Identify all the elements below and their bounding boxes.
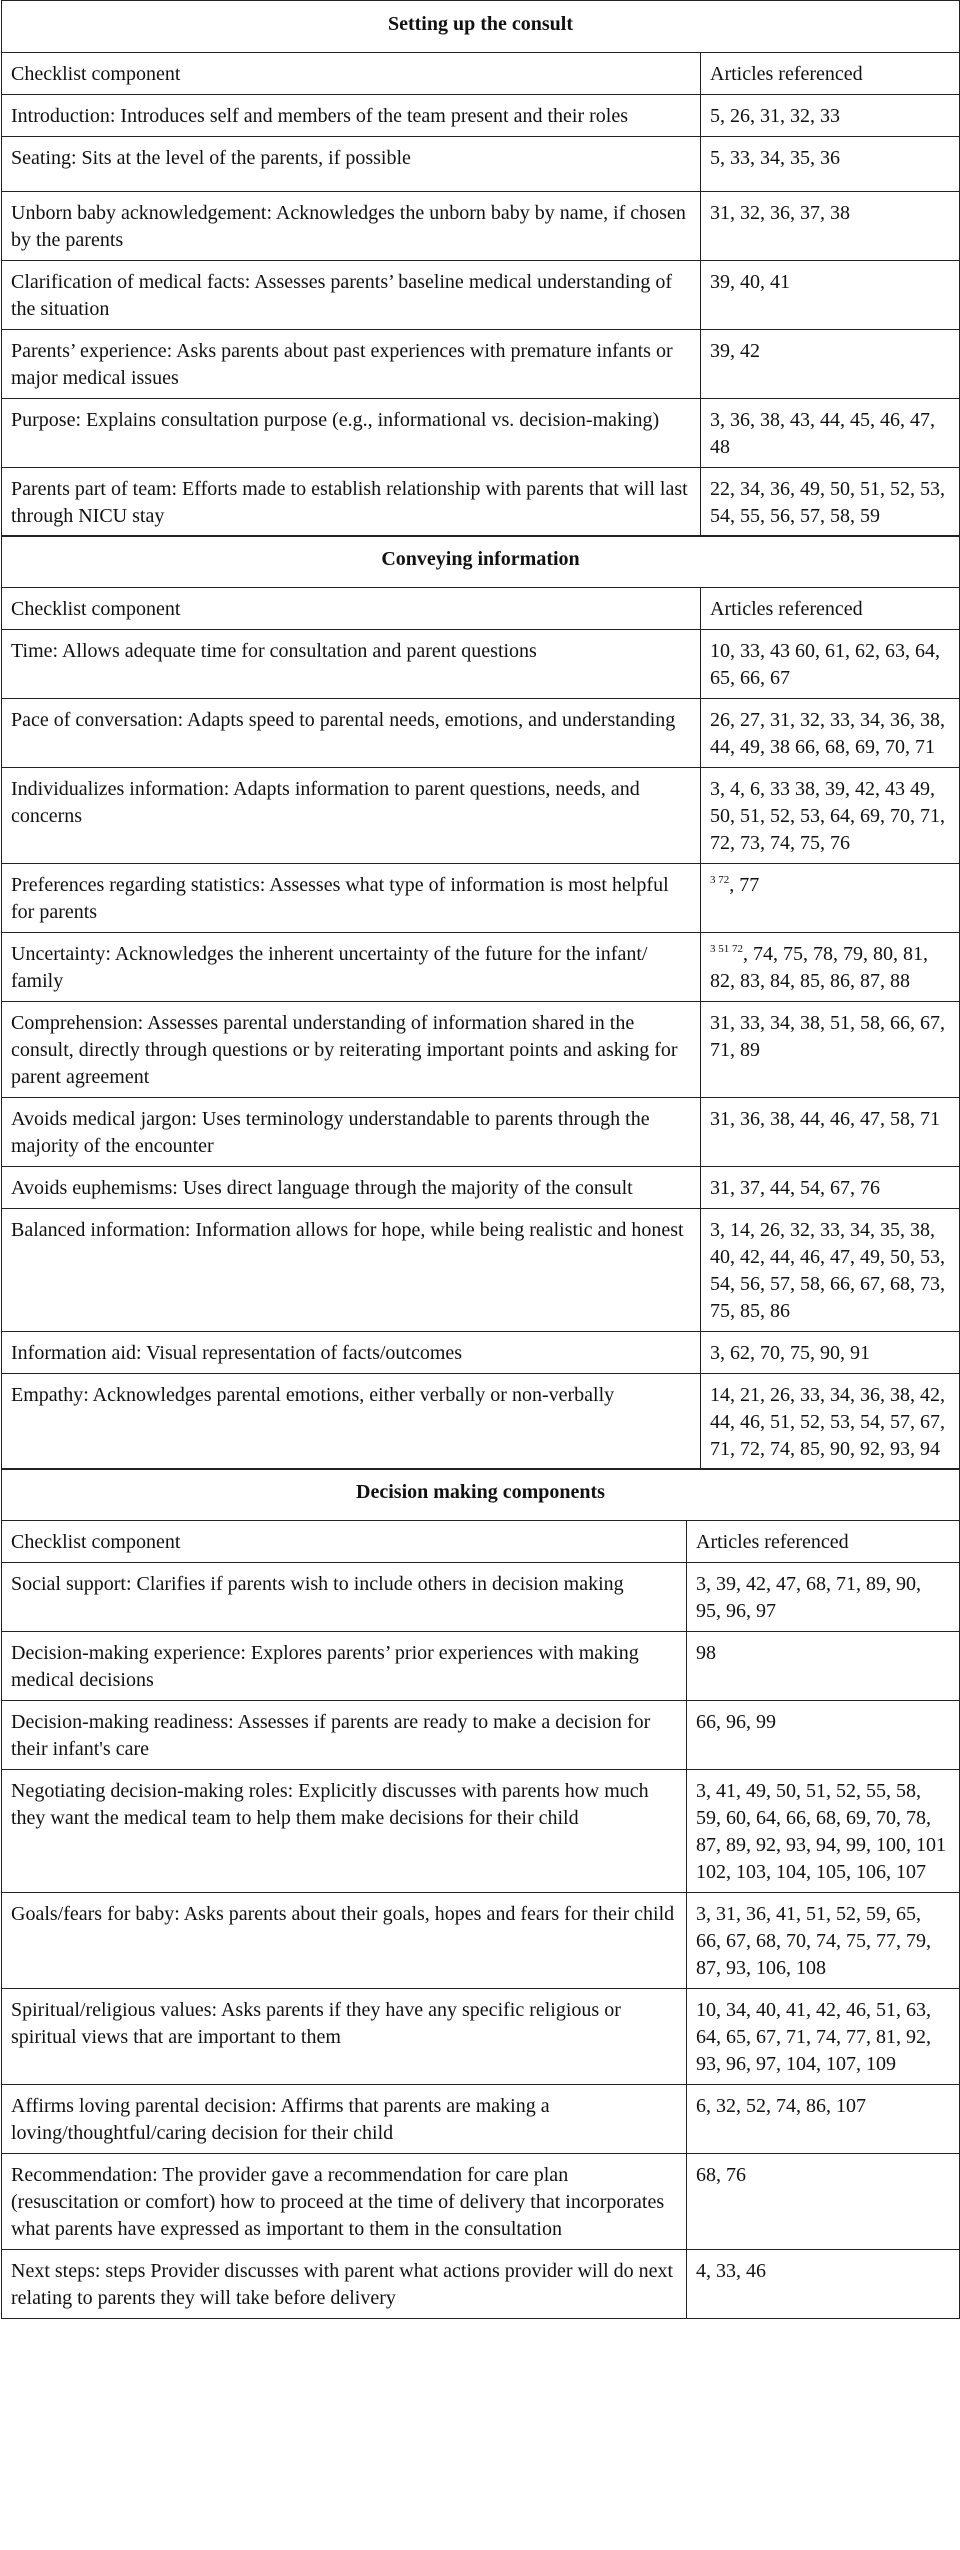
component-cell: Negotiating decision-making roles: Explicitly discusses with parents how much they want the medical team to help them make decisions for their child [2,1770,687,1893]
articles-cell: 4, 33, 46 [687,2250,960,2319]
component-cell: Seating: Sits at the level of the parents, if possible [2,137,701,192]
articles-cell: 10, 33, 43 60, 61, 62, 63, 64, 65, 66, 67 [701,630,960,699]
component-cell: Time: Allows adequate time for consultation and parent questions [2,630,701,699]
table-row [2,2250,960,2319]
section-title: Conveying information [2,536,960,588]
section-title: Setting up the consult [2,1,960,53]
column-header-articles: Articles referenced [687,1521,960,1563]
table-row [2,699,960,768]
articles-cell: 68, 76 [687,2154,960,2250]
component-cell: Decision-making experience: Explores parents’ prior experiences with making medical decisions [2,1632,687,1701]
table-row [2,468,960,537]
table-row [2,1374,960,1470]
table-row [2,1332,960,1374]
component-cell: Information aid: Visual representation of facts/outcomes [2,1332,701,1374]
component-cell: Introduction: Introduces self and members of the team present and their roles [2,95,701,137]
articles-cell: 39, 40, 41 [701,261,960,330]
table-row [2,95,960,137]
table-row [2,192,960,261]
table-row [2,1209,960,1332]
component-cell: Individualizes information: Adapts information to parent questions, needs, and concerns [2,768,701,864]
table-row [2,864,960,933]
table-row [2,1002,960,1098]
component-cell: Purpose: Explains consultation purpose (e.g., informational vs. decision-making) [2,399,701,468]
articles-cell: 31, 36, 38, 44, 46, 47, 58, 71 [701,1098,960,1167]
column-header-articles: Articles referenced [701,588,960,630]
articles-cell: 31, 32, 36, 37, 38 [701,192,960,261]
articles-cell: 3, 31, 36, 41, 51, 52, 59, 65, 66, 67, 68, 70, 74, 75, 77, 79, 87, 93, 106, 108 [687,1893,960,1989]
component-cell: Clarification of medical facts: Assesses parents’ baseline medical understanding of the situation [2,261,701,330]
table-row [2,2085,960,2154]
superscript-refs: 3 51 72 [710,943,743,955]
component-cell: Avoids medical jargon: Uses terminology understandable to parents through the majority of the encounter [2,1098,701,1167]
column-header-row [2,588,960,630]
table-row [2,1893,960,1989]
table-row [2,1770,960,1893]
column-header-component: Checklist component [2,588,701,630]
articles-cell: 6, 32, 52, 74, 86, 107 [687,2085,960,2154]
articles-cell: 5, 33, 34, 35, 36 [701,137,960,192]
table-row [2,630,960,699]
component-cell: Avoids euphemisms: Uses direct language through the majority of the consult [2,1167,701,1209]
column-header-articles: Articles referenced [701,53,960,95]
articles-cell: 66, 96, 99 [687,1701,960,1770]
component-cell: Uncertainty: Acknowledges the inherent uncertainty of the future for the infant/ family [2,933,701,1002]
component-cell: Empathy: Acknowledges parental emotions, either verbally or non-verbally [2,1374,701,1470]
component-cell: Unborn baby acknowledgement: Acknowledges the unborn baby by name, if chosen by the parents [2,192,701,261]
table-row [2,261,960,330]
component-cell: Balanced information: Information allows for hope, while being realistic and honest [2,1209,701,1332]
articles-cell: 3, 62, 70, 75, 90, 91 [701,1332,960,1374]
section-header-row [2,536,960,588]
component-cell: Pace of conversation: Adapts speed to parental needs, emotions, and understanding [2,699,701,768]
articles-cell: 3, 14, 26, 32, 33, 34, 35, 38, 40, 42, 44, 46, 47, 49, 50, 53, 54, 56, 57, 58, 66, 67, 68, 73, 75, 85, 86 [701,1209,960,1332]
table-row [2,768,960,864]
articles-cell: 39, 42 [701,330,960,399]
articles-cell: 3, 36, 38, 43, 44, 45, 46, 47, 48 [701,399,960,468]
component-cell: Spiritual/religious values: Asks parents if they have any specific religious or spiritual views that are important to them [2,1989,687,2085]
component-cell: Decision-making readiness: Assesses if parents are ready to make a decision for their infant's care [2,1701,687,1770]
articles-cell: 3, 39, 42, 47, 68, 71, 89, 90, 95, 96, 97 [687,1563,960,1632]
column-header-row [2,53,960,95]
table-row [2,1167,960,1209]
table-row [2,399,960,468]
articles-text: , 77 [729,874,760,896]
articles-text: , 74, 75, 78, 79, 80, 81, 82, 83, 84, 85, 86, 87, 88 [710,943,928,992]
superscript-refs: 3 72 [710,874,730,886]
section-title: Decision making components [2,1469,960,1521]
table-row [2,330,960,399]
column-header-row [2,1521,960,1563]
articles-cell: 5, 26, 31, 32, 33 [701,95,960,137]
section-header-row [2,1,960,53]
table-row [2,2154,960,2250]
table-row [2,1701,960,1770]
section-setting-up-consult [1,0,960,537]
component-cell: Comprehension: Assesses parental understanding of information shared in the consult, directly through questions or by reiterating important points and asking for parent agreement [2,1002,701,1098]
component-cell: Recommendation: The provider gave a recommendation for care plan (resuscitation or comfort) how to proceed at the time of delivery that incorporates what parents have expressed as important to them in the consultation [2,2154,687,2250]
component-cell: Next steps: steps Provider discusses with parent what actions provider will do next relating to parents they will take before delivery [2,2250,687,2319]
articles-cell [701,864,960,933]
section-conveying-information [1,535,960,1470]
table-row [2,1989,960,2085]
section-header-row [2,1469,960,1521]
component-cell: Social support: Clarifies if parents wish to include others in decision making [2,1563,687,1632]
articles-cell: 3, 4, 6, 33 38, 39, 42, 43 49, 50, 51, 52, 53, 64, 69, 70, 71, 72, 73, 74, 75, 76 [701,768,960,864]
column-header-component: Checklist component [2,1521,687,1563]
component-cell: Goals/fears for baby: Asks parents about their goals, hopes and fears for their child [2,1893,687,1989]
articles-cell: 10, 34, 40, 41, 42, 46, 51, 63, 64, 65, 67, 71, 74, 77, 81, 92, 93, 96, 97, 104, 107, 109 [687,1989,960,2085]
component-cell: Parents part of team: Efforts made to establish relationship with parents that will last through NICU stay [2,468,701,537]
table-row [2,1098,960,1167]
articles-cell: 31, 33, 34, 38, 51, 58, 66, 67, 71, 89 [701,1002,960,1098]
table-row [2,933,960,1002]
articles-cell [701,933,960,1002]
component-cell: Affirms loving parental decision: Affirms that parents are making a loving/thoughtful/caring decision for their child [2,2085,687,2154]
articles-cell: 98 [687,1632,960,1701]
section-decision-making [1,1468,960,2319]
column-header-component: Checklist component [2,53,701,95]
table-row [2,137,960,192]
articles-cell: 14, 21, 26, 33, 34, 36, 38, 42, 44, 46, 51, 52, 53, 54, 57, 67, 71, 72, 74, 85, 90, 92, 93, 94 [701,1374,960,1470]
component-cell: Parents’ experience: Asks parents about past experiences with premature infants or major medical issues [2,330,701,399]
articles-cell: 31, 37, 44, 54, 67, 76 [701,1167,960,1209]
articles-cell: 22, 34, 36, 49, 50, 51, 52, 53, 54, 55, 56, 57, 58, 59 [701,468,960,537]
table-row [2,1632,960,1701]
articles-cell: 26, 27, 31, 32, 33, 34, 36, 38, 44, 49, 38 66, 68, 69, 70, 71 [701,699,960,768]
component-cell: Preferences regarding statistics: Assesses what type of information is most helpful for parents [2,864,701,933]
table-row [2,1563,960,1632]
articles-cell: 3, 41, 49, 50, 51, 52, 55, 58, 59, 60, 64, 66, 68, 69, 70, 78, 87, 89, 92, 93, 94, 99, 100, 101 102, 103, 104, 105, 106, 107 [687,1770,960,1893]
